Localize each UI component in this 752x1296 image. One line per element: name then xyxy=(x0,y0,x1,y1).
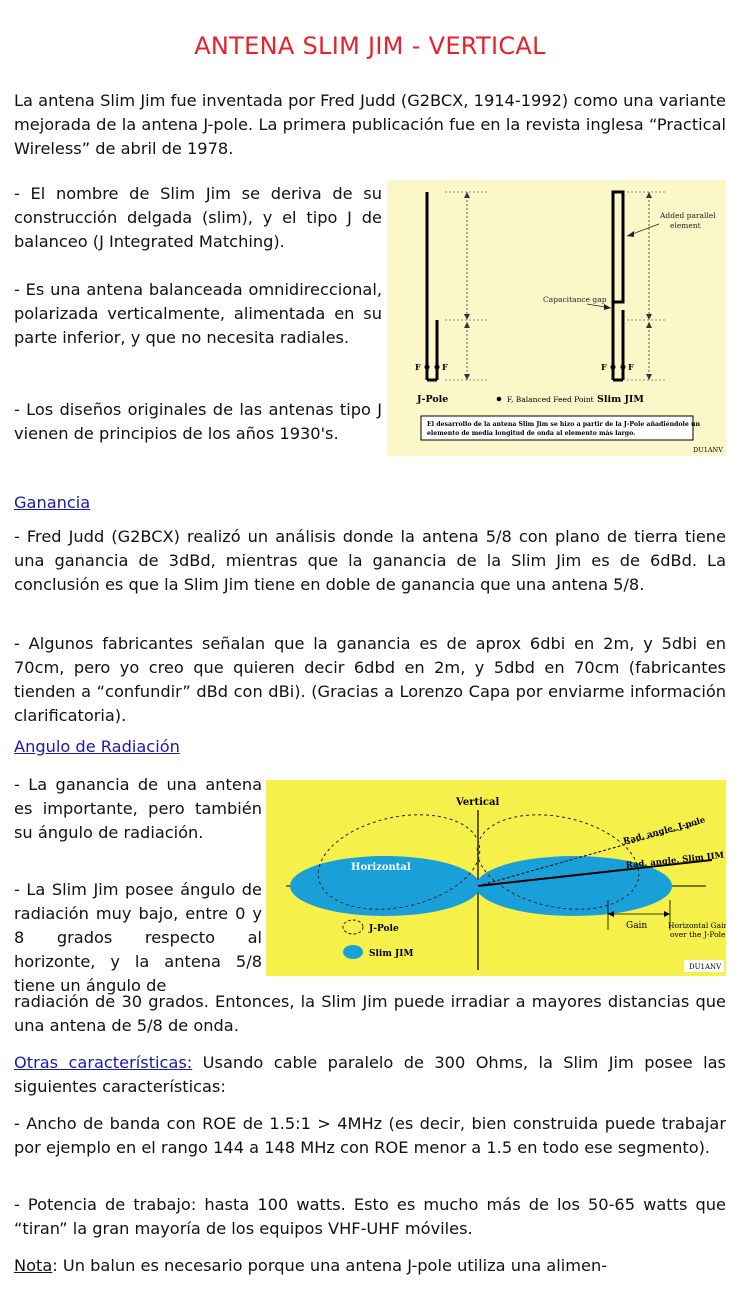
slimjim-feed-right: F xyxy=(628,362,634,372)
note-paragraph xyxy=(14,1254,726,1278)
horizontal-label: Horizontal xyxy=(351,862,411,873)
jpole-slimjim-diagram xyxy=(387,180,726,456)
intro-paragraph: La antena Slim Jim fue inventada por Fred Judd (G2BCX, 1914-1992) como una variante mejorada de la antena J-pole. La primera publicación fue en la revista inglesa “Practical Wireless” de abril de 1978. xyxy=(14,91,726,158)
figure-caption-line1: El desarrollo de la antena Slim Jim se hizo a partir de la J-Pole añadiéndole un xyxy=(427,421,700,428)
slimjim-upper-loop xyxy=(613,192,623,302)
jpole-label: J-Pole xyxy=(417,394,449,405)
other-characteristics-heading-link[interactable]: Otras características: xyxy=(14,1053,193,1072)
other-characteristics-paragraph xyxy=(14,1051,726,1099)
gain-paragraph-2: - Algunos fabricantes señalan que la ganancia es de aprox 6dbi en 2m, y 5dbi en 70cm, pero yo creo que quieren decir 6dbd en 2m, y 5dbd en 70cm (fabricantes tienden a “confundir” dBd con dBi). (Gracias a Lorenzo Capa por enviarme información clarificatoria). xyxy=(14,634,726,725)
radiation-pattern-figure xyxy=(266,780,726,976)
jpole-slimjim-figure xyxy=(387,180,726,456)
capacitance-gap-label: Capacitance gap xyxy=(543,295,607,304)
radiation-angle-heading-link[interactable]: Angulo de Radiación xyxy=(14,737,180,756)
jpole-feed-left: F xyxy=(415,362,421,372)
note-text: : Un balun es necesario porque una antena J-pole utiliza una alimen- xyxy=(52,1256,608,1275)
slimjim-angle-label: Rad. angle, Slim JIM xyxy=(625,850,725,871)
jpole-feed-right: F xyxy=(442,362,448,372)
legend-jpole-swatch xyxy=(343,920,363,934)
slimjim-feed-left: F xyxy=(601,362,607,372)
figure2-credit: DU1ANV xyxy=(689,963,722,971)
legend-slimjim-label: Slim JIM xyxy=(369,949,414,959)
feed-point-label: F, Balanced Feed Point xyxy=(507,395,594,404)
added-element-label-1: Added parallel xyxy=(660,211,716,220)
legend-jpole-label: J-Pole xyxy=(369,924,399,934)
bullet-balanced: - Es una antena balanceada omnidireccional, polarizada verticalmente, alimentada en su parte inferior, y que no necesita radiales. xyxy=(14,280,382,347)
figure-caption-line2: elemento de media longitud de onda al elemento más largo. xyxy=(427,430,636,437)
bullet-name: - El nombre de Slim Jim se deriva de su construcción delgada (slim), y el tipo J de balanceo (J Integrated Matching). xyxy=(14,184,382,251)
radiation-pattern-diagram xyxy=(266,780,726,976)
gain-heading-link[interactable]: Ganancia xyxy=(14,493,91,512)
other-characteristics-intro: Usando cable paralelo de 300 Ohms, la Slim Jim posee las siguientes características: xyxy=(14,1053,726,1096)
added-element-label-2: element xyxy=(670,221,701,230)
angle-paragraph-2-start: - La Slim Jim posee ángulo de radiación muy bajo, entre 0 y 8 grados respecto al horizonte, y la antena 5/8 tiene un ángulo de xyxy=(14,880,262,995)
bullet-origins: - Los diseños originales de las antenas tipo J vienen de principios de los años 1930's. xyxy=(14,400,382,443)
horizontal-gain-label-1: Horizontal Gain xyxy=(668,921,726,930)
jpole-angle-label: Rad. angle, J-pole xyxy=(622,815,707,847)
angle-paragraph-2-end: radiación de 30 grados. Entonces, la Slim Jim puede irradiar a mayores distancias que una antena de 5/8 de onda. xyxy=(14,992,726,1035)
vertical-label: Vertical xyxy=(456,797,500,808)
note-label: Nota xyxy=(14,1256,53,1275)
slimjim-label: Slim JIM xyxy=(597,394,644,405)
gain-label: Gain xyxy=(626,921,648,931)
page-title: ANTENA SLIM JIM - VERTICAL xyxy=(194,32,546,60)
angle-paragraph-1: - La ganancia de una antena es importante, pero también su ángulo de radiación. xyxy=(14,775,262,842)
legend-slimjim-swatch xyxy=(343,945,363,959)
horizontal-gain-label-2: over the J-Pole xyxy=(670,930,726,939)
figure1-credit: DU1ANV xyxy=(693,446,723,454)
gain-paragraph-1: - Fred Judd (G2BCX) realizó un análisis donde la antena 5/8 con plano de tierra tiene una ganancia de 3dBd, mientras que la ganancia de la Slim Jim es de 6dBd. La conclusión es que la Slim Jim tiene en doble de ganancia que una antena 5/8. xyxy=(14,527,726,594)
bandwidth-bullet: - Ancho de banda con ROE de 1.5:1 > 4MHz (es decir, bien construida puede trabajar por ejemplo en el rango 144 a 148 MHz con ROE menor a 1.5 en todo ese segmento). xyxy=(14,1114,726,1157)
power-bullet: - Potencia de trabajo: hasta 100 watts. Esto es mucho más de los 50-65 watts que “tiran” la gran mayoría de los equipos VHF-UHF móviles. xyxy=(14,1195,726,1238)
